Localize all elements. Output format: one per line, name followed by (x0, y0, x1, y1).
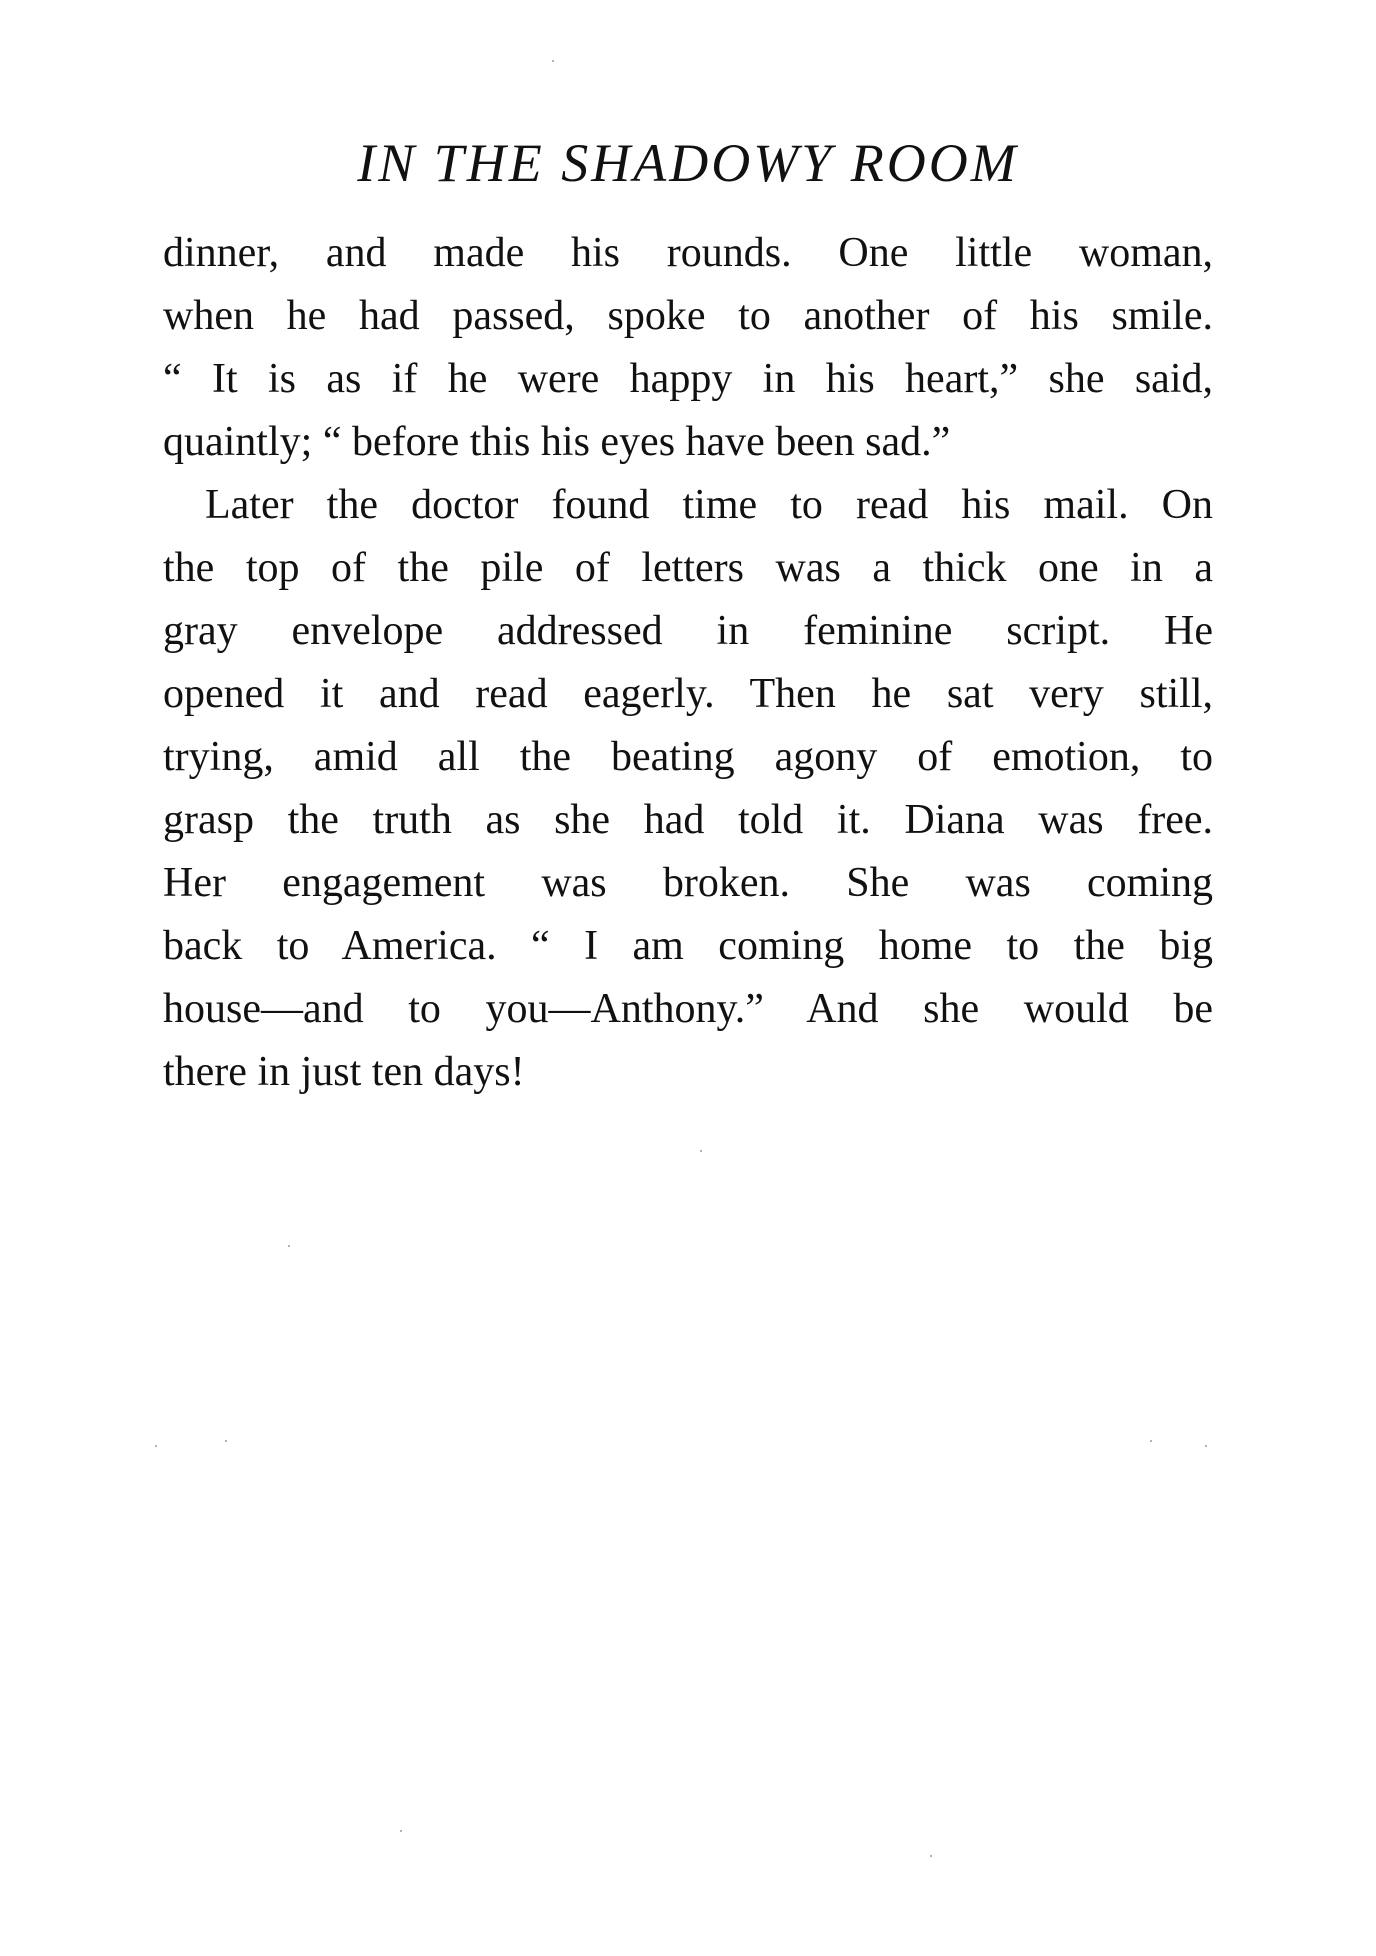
paragraph (163, 222, 1213, 474)
body-text (163, 222, 1213, 1104)
text-line: back to America. “ I am coming home to the big (163, 923, 1213, 969)
text-line: the top of the pile of letters was a thick one in a (163, 545, 1213, 591)
text-line: gray envelope addressed in feminine script. He (163, 608, 1213, 654)
scan-speck (400, 1830, 402, 1832)
text-line: “ It is as if he were happy in his heart,” she said, (163, 356, 1213, 402)
text-line: quaintly; “ before this his eyes have been sad.” (163, 419, 951, 465)
scan-speck (1205, 1445, 1207, 1447)
text-line: when he had passed, spoke to another of his smile. (163, 293, 1213, 339)
text-line: grasp the truth as she had told it. Diana was free. (163, 797, 1213, 843)
scan-speck (155, 1445, 157, 1447)
scan-speck (225, 1440, 227, 1442)
text-line: Her engagement was broken. She was coming (163, 860, 1213, 906)
text-line: dinner, and made his rounds. One little woman, (163, 230, 1213, 276)
scan-speck (552, 60, 554, 62)
scan-speck (1150, 1440, 1152, 1442)
text-line: Later the doctor found time to read his mail. On (205, 482, 1213, 528)
text-line: trying, amid all the beating agony of emotion, to (163, 734, 1213, 780)
text-line: house—and to you—Anthony.” And she would be (163, 986, 1213, 1032)
scan-speck (288, 1245, 290, 1247)
text-line: opened it and read eagerly. Then he sat very still, (163, 671, 1213, 717)
scan-speck (700, 1150, 702, 1152)
text-line: there in just ten days! (163, 1049, 525, 1095)
running-head: IN THE SHADOWY ROOM (357, 133, 1019, 193)
paragraph (163, 474, 1213, 1104)
scan-speck (930, 1855, 932, 1857)
